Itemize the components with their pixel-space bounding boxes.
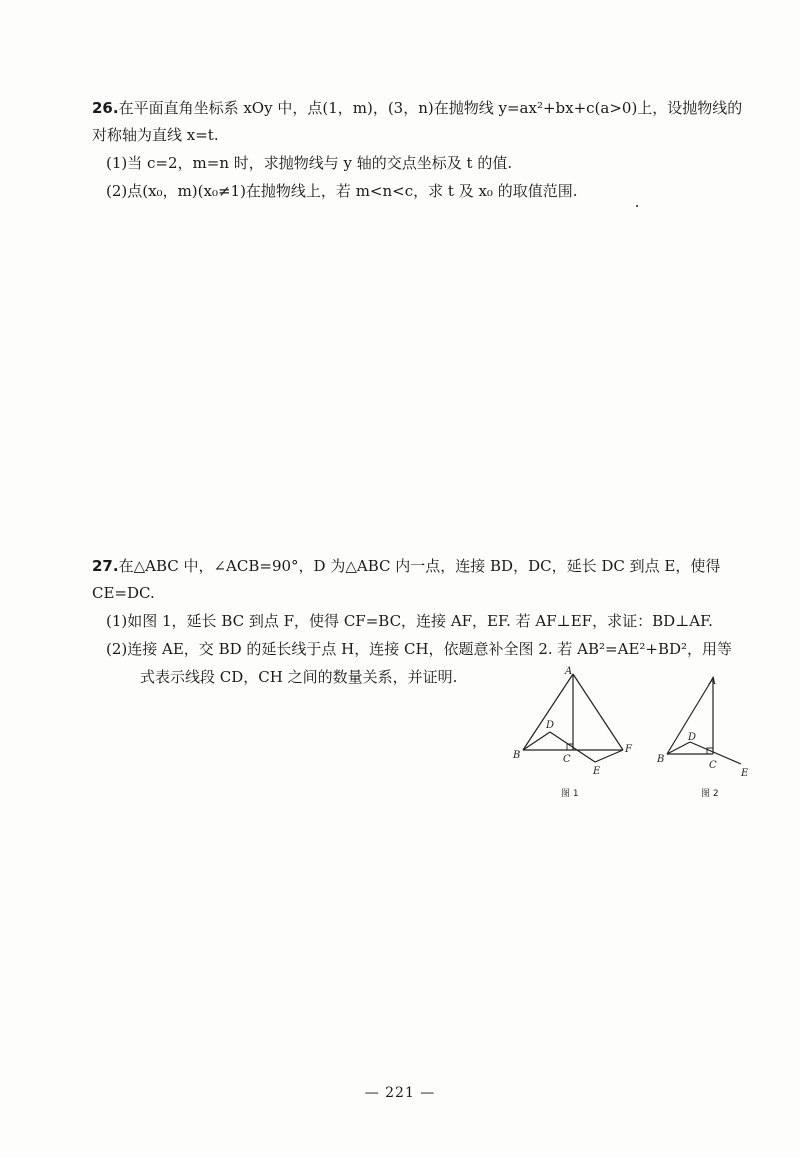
figure-1 xyxy=(523,674,623,762)
problem-26-part2: (2)点(x₀，m)(x₀≠1)在抛物线上，若 m<n<c，求 t 及 x₀ 的取值范围. xyxy=(106,182,578,200)
problem-26-part1: (1)当 c=2，m=n 时，求抛物线与 y 轴的交点坐标及 t 的值. xyxy=(106,154,513,172)
fig1-segment-ab xyxy=(523,674,573,750)
fig2-label-a: A xyxy=(709,676,717,687)
geometry-figures xyxy=(505,662,765,802)
fig2-label-b: B xyxy=(657,754,665,765)
fig2-label-e: E xyxy=(741,768,749,779)
fig2-label-c: C xyxy=(709,760,717,771)
fig1-label-c: C xyxy=(563,754,571,765)
problem-26-stem-line1: 在平面直角坐标系 xOy 中，点(1，m)，(3，n)在抛物线 y=ax²+bx+c(a>0)上，设抛物线的 xyxy=(118,99,743,117)
problem-26 xyxy=(92,95,762,205)
problem-26-stem-line2: 对称轴为直线 x=t. xyxy=(92,126,219,144)
fig1-segment-bd xyxy=(523,732,550,750)
problem-27-stem-text: 在△ABC 中，∠ACB=90°，D 为△ABC 内一点，连接 BD，DC，延长 DC 到点 E，使得 CE=DC. xyxy=(92,557,721,602)
fig1-caption: 图 1 xyxy=(561,789,579,799)
figure-2 xyxy=(667,678,741,764)
fig1-segment-ef xyxy=(595,750,623,762)
fig1-segment-af xyxy=(573,674,623,750)
fig2-caption: 图 2 xyxy=(701,789,719,799)
figure-2-labels xyxy=(656,676,749,779)
page-number: — 221 — xyxy=(364,1085,436,1101)
fig1-label-a: A xyxy=(565,666,573,677)
fig1-label-e: E xyxy=(593,766,601,777)
problem-27-part2-line1: (2)连接 AE，交 BD 的延长线于点 H，连接 CH，依题意补全图 2. 若 AB²=AE²+BD²，用等 xyxy=(106,640,733,658)
fig2-label-d: D xyxy=(688,732,697,743)
problem-27-part2-line2: 式表示线段 CD，CH 之间的数量关系，并证明. xyxy=(140,668,458,686)
fig1-label-d: D xyxy=(546,720,555,731)
fig1-label-f: F xyxy=(625,744,632,755)
problem-27-part1: (1)如图 1，延长 BC 到点 F，使得 CF=BC，连接 AF，EF. 若 AF⊥EF，求证：BD⊥AF. xyxy=(106,612,713,630)
geometry-figures-svg xyxy=(505,662,765,802)
scan-speck xyxy=(636,205,638,207)
problem-27-number: 27. xyxy=(92,557,119,575)
problem-26-number: 26. xyxy=(92,99,119,117)
fig1-label-b: B xyxy=(513,750,521,761)
problem-26-stem xyxy=(92,95,762,122)
problem-27-stem xyxy=(92,553,762,607)
